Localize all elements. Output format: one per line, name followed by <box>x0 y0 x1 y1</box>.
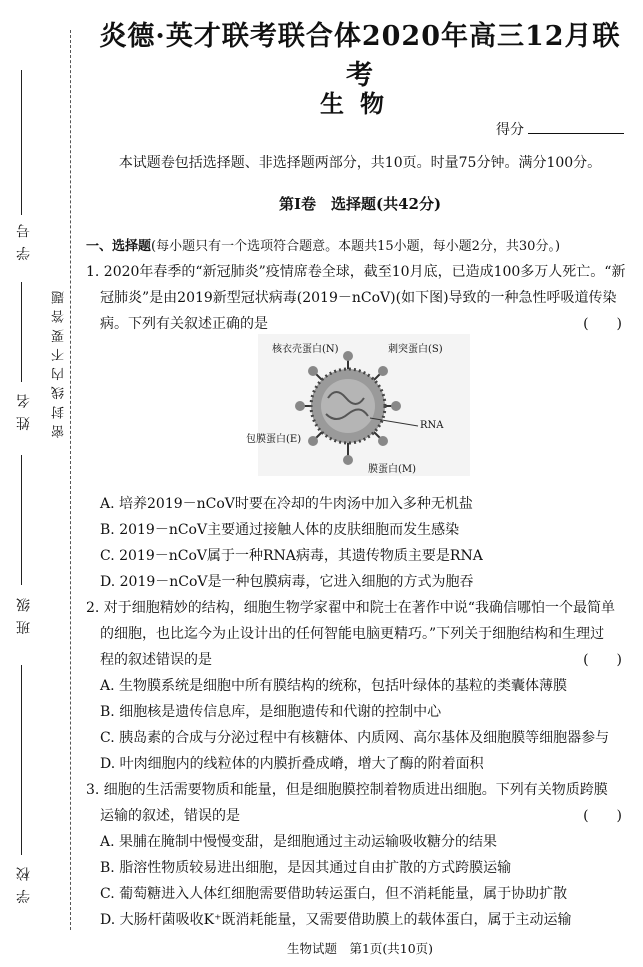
id-write-line[interactable] <box>21 70 22 215</box>
question-2-option-b[interactable]: B. 细胞核是遗传信息库，是细胞遗传和代谢的控制中心 <box>100 704 442 720</box>
score-field <box>496 119 624 139</box>
coronavirus-diagram <box>258 334 470 476</box>
question-1-option-c[interactable]: C. 2019－nCoV属于一种RNA病毒，其遗传物质主要是RNA <box>100 548 483 564</box>
label-spike: 刺突蛋白(S) <box>388 344 443 355</box>
question-1-line-2: 冠肺炎”是由2019新型冠状病毒(2019－nCoV)(如下图)导致的一种急性呼吸道传染 <box>100 290 617 306</box>
id-label: 学 号 <box>16 222 32 261</box>
score-label: 得分 <box>496 122 524 138</box>
question-3-line-2: 运输的叙述，错误的是 <box>100 808 240 824</box>
question-3-option-a[interactable]: A. 果脯在腌制中慢慢变甜，是细胞通过主动运输吸收糖分的结果 <box>100 834 498 850</box>
name-write-line[interactable] <box>21 282 22 382</box>
score-blank[interactable] <box>528 133 624 134</box>
page-footer: 生物试题 第1页(共10页) <box>286 941 434 956</box>
section-label: 一、选择题 <box>86 239 152 254</box>
question-2-option-a[interactable]: A. 生物膜系统是细胞中所有膜结构的统称，包括叶绿体的基粒的类囊体薄膜 <box>100 678 568 694</box>
answer-bracket-1[interactable]: ( ) <box>583 316 622 332</box>
question-2-option-c[interactable]: C. 胰岛素的合成与分泌过程中有核糖体、内质网、高尔基体及细胞膜等细胞器参与 <box>100 730 610 746</box>
question-1-line-1: 1. 2020年春季的“新冠肺炎”疫情席卷全球，截至10月底，已造成100多万人死亡。“新 <box>86 264 626 280</box>
exam-intro: 本试题卷包括选择题、非选择题两部分，共10页。时量75分钟。满分100分。 <box>118 155 602 171</box>
question-2-line-2: 的细胞，也比迄今为止设计出的任何智能电脑更精巧。”下列关于细胞结构和生理过 <box>100 626 605 642</box>
question-2-option-d[interactable]: D. 叶肉细胞内的线粒体的内膜折叠成嵴，增大了酶的附着面积 <box>100 756 484 772</box>
label-rna: RNA <box>420 420 444 431</box>
answer-bracket-2[interactable]: ( ) <box>583 652 622 668</box>
question-1-option-b[interactable]: B. 2019－nCoV主要通过接触人体的皮肤细胞而发生感染 <box>100 522 460 538</box>
question-1-option-a[interactable]: A. 培养2019－nCoV时要在冷却的牛肉汤中加入多种无机盐 <box>100 496 473 512</box>
seal-notice: 密 封 线 内 不 要 答 题 <box>52 290 67 438</box>
subject-title: 生物 <box>320 89 400 118</box>
name-label: 姓 名 <box>16 392 32 431</box>
class-label: 班 级 <box>16 596 32 635</box>
question-3-line-1: 3. 细胞的生活需要物质和能量，但是细胞膜控制着物质进出细胞。下列有关物质跨膜 <box>86 782 608 798</box>
question-3-option-c[interactable]: C. 葡萄糖进入人体红细胞需要借助转运蛋白，但不消耗能量，属于协助扩散 <box>100 886 568 902</box>
school-write-line[interactable] <box>21 665 22 855</box>
binding-line <box>70 30 71 930</box>
question-3-option-d[interactable]: D. 大肠杆菌吸收K⁺既消耗能量，又需要借助膜上的载体蛋白，属于主动运输 <box>100 912 572 928</box>
label-nucleocapsid: 核衣壳蛋白(N) <box>272 344 339 355</box>
question-3-option-b[interactable]: B. 脂溶性物质较易进出细胞，是因其通过自由扩散的方式跨膜运输 <box>100 860 512 876</box>
volume-title: 第Ⅰ卷 选择题(共42分) <box>278 195 442 213</box>
answer-bracket-3[interactable]: ( ) <box>583 808 622 824</box>
question-1-line-3: 病。下列有关叙述正确的是 <box>100 316 268 332</box>
question-2-line-3: 程的叙述错误的是 <box>100 652 212 668</box>
question-1-option-d[interactable]: D. 2019－nCoV是一种包膜病毒，它进入细胞的方式为胞吞 <box>100 574 474 590</box>
label-envelope: 包膜蛋白(E) <box>246 434 302 445</box>
virus-figure <box>246 334 470 476</box>
question-2-line-1: 2. 对于细胞精妙的结构，细胞生物学家翟中和院士在著作中说“我确信哪怕一个最简单 <box>86 600 615 616</box>
exam-title: 炎德·英才联考联合体2020年高三12月联考 <box>99 21 621 91</box>
school-label: 学 校 <box>16 865 32 904</box>
label-membrane: 膜蛋白(M) <box>368 464 417 475</box>
section-instruction: (每小题只有一个选项符合题意。本题共15小题，每小题2分，共30分。) <box>151 239 561 254</box>
binding-margin <box>0 0 80 967</box>
class-write-line[interactable] <box>21 455 22 585</box>
section-heading <box>86 235 634 254</box>
